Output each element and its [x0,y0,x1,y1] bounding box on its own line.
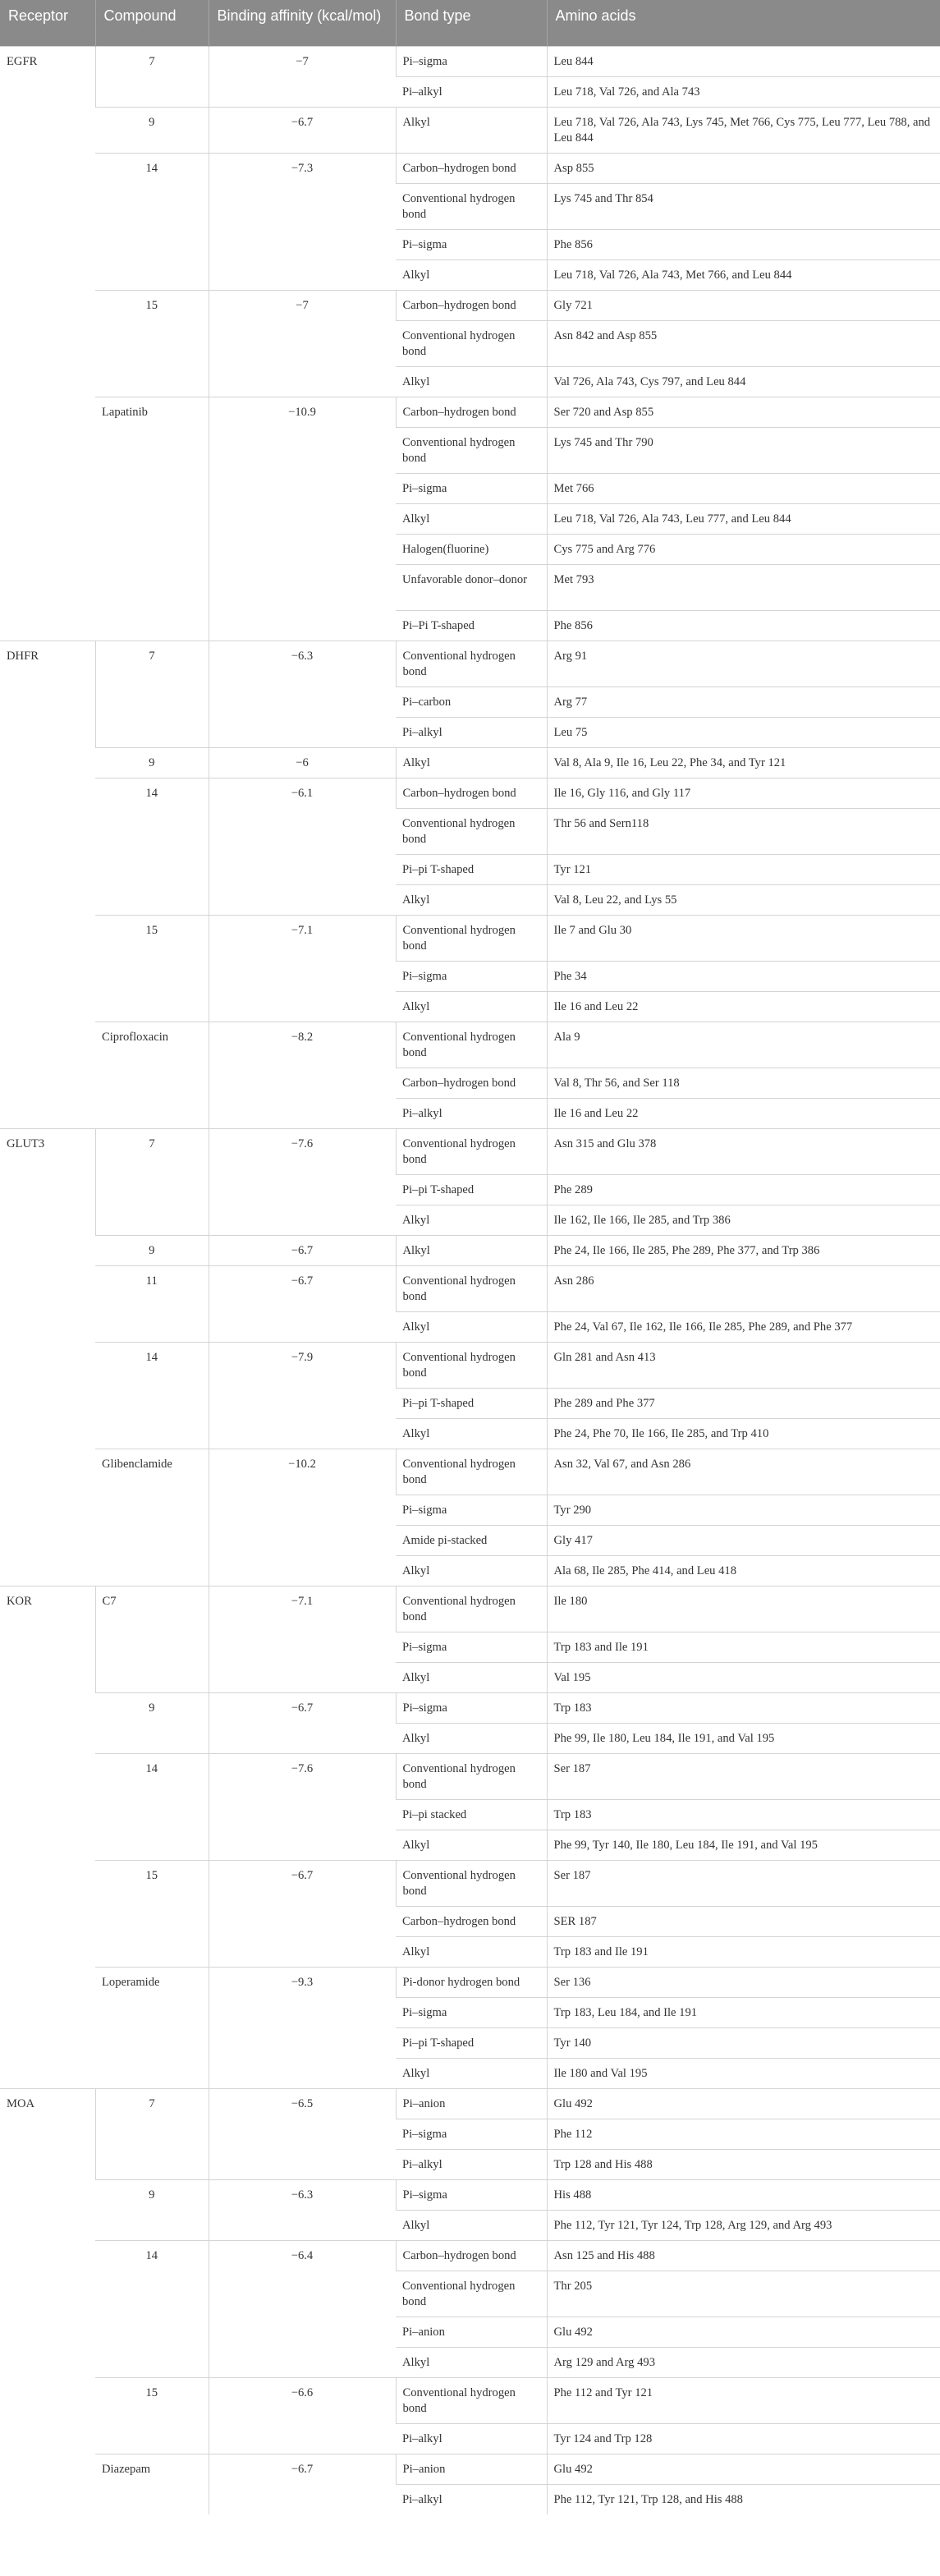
table-row [0,290,940,320]
receptor-cell: DHFR [0,641,95,1128]
bond-type-cell: Pi–Pi T-shaped [396,610,547,641]
compound-cell: 14 [95,1753,209,1860]
bond-type-cell: Conventional hydrogen bond [396,1022,547,1068]
binding-affinity-cell: −6.6 [209,2377,396,2454]
compound-cell: 7 [95,46,209,107]
amino-acids-cell: Ile 180 and Val 195 [547,2058,940,2088]
binding-affinity-cell: −6.3 [209,2179,396,2240]
amino-acids-cell: Trp 183, Leu 184, and Ile 191 [547,1997,940,2027]
amino-acids-cell: Val 726, Ala 743, Cys 797, and Leu 844 [547,366,940,397]
binding-affinity-cell: −6 [209,747,396,778]
bond-type-cell: Pi–pi T-shaped [396,854,547,884]
compound-cell: 7 [95,641,209,747]
compound-cell: 9 [95,1235,209,1265]
table-body [0,46,940,2514]
amino-acids-cell: Asn 125 and His 488 [547,2240,940,2271]
bond-type-cell: Pi-donor hydrogen bond [396,1967,547,1997]
bond-type-cell: Alkyl [396,1311,547,1342]
amino-acids-cell: Gly 721 [547,290,940,320]
table-row [0,2088,940,2119]
amino-acids-cell: Val 8, Thr 56, and Ser 118 [547,1068,940,1098]
bond-type-cell: Conventional hydrogen bond [396,427,547,473]
table-row [0,1022,940,1068]
table-row [0,641,940,686]
compound-cell: 9 [95,107,209,153]
table-row [0,747,940,778]
amino-acids-cell: Phe 24, Phe 70, Ile 166, Ile 285, and Trp 410 [547,1418,940,1449]
amino-acids-cell: Phe 289 [547,1174,940,1205]
bond-type-cell: Conventional hydrogen bond [396,2377,547,2423]
amino-acids-cell: His 488 [547,2179,940,2210]
header-compound: Compound [95,0,209,46]
table-row [0,915,940,961]
binding-affinity-cell: −6.3 [209,641,396,747]
bond-type-cell: Carbon–hydrogen bond [396,290,547,320]
bond-type-cell: Pi–anion [396,2088,547,2119]
compound-cell: 14 [95,778,209,915]
bond-type-cell: Alkyl [396,1235,547,1265]
bond-type-cell: Pi–pi T-shaped [396,1388,547,1418]
bond-type-cell: Pi–alkyl [396,2423,547,2454]
table-row [0,1235,940,1265]
compound-cell: 15 [95,915,209,1022]
binding-affinity-cell: −6.7 [209,1235,396,1265]
table-row [0,2454,940,2484]
bond-type-cell: Carbon–hydrogen bond [396,1906,547,1936]
bond-type-cell: Pi–sigma [396,2179,547,2210]
amino-acids-cell: Gln 281 and Asn 413 [547,1342,940,1388]
bond-type-cell: Conventional hydrogen bond [396,915,547,961]
bond-type-cell: Conventional hydrogen bond [396,641,547,686]
bond-type-cell: Conventional hydrogen bond [396,1128,547,1174]
binding-affinity-cell: −6.7 [209,107,396,153]
table-row [0,1586,940,1632]
binding-affinity-cell: −8.2 [209,1022,396,1128]
bond-type-cell: Pi–pi T-shaped [396,2027,547,2058]
compound-cell: Glibenclamide [95,1449,209,1586]
amino-acids-cell: Asn 32, Val 67, and Asn 286 [547,1449,940,1495]
compound-cell: Loperamide [95,1967,209,2088]
table-row [0,2240,940,2271]
compound-cell: 9 [95,2179,209,2240]
compound-cell: 9 [95,747,209,778]
bond-type-cell: Conventional hydrogen bond [396,1753,547,1799]
bond-type-cell: Conventional hydrogen bond [396,1586,547,1632]
header-amino-acids: Amino acids [547,0,940,46]
bond-type-cell: Conventional hydrogen bond [396,1449,547,1495]
bond-type-cell: Conventional hydrogen bond [396,1342,547,1388]
amino-acids-cell: Glu 492 [547,2317,940,2347]
bond-type-cell: Conventional hydrogen bond [396,183,547,229]
bond-type-cell: Halogen(fluorine) [396,534,547,564]
amino-acids-cell: Asn 842 and Asp 855 [547,320,940,366]
amino-acids-cell: Phe 112, Tyr 121, Tyr 124, Trp 128, Arg 129, and Arg 493 [547,2210,940,2240]
bond-type-cell: Alkyl [396,1830,547,1860]
compound-cell: Diazepam [95,2454,209,2514]
amino-acids-cell: Phe 112 and Tyr 121 [547,2377,940,2423]
table-row [0,1342,940,1388]
amino-acids-cell: Trp 183 and Ile 191 [547,1632,940,1662]
bond-type-cell: Pi–anion [396,2454,547,2484]
amino-acids-cell: Tyr 121 [547,854,940,884]
bond-type-cell: Carbon–hydrogen bond [396,2240,547,2271]
bond-type-cell: Alkyl [396,259,547,290]
amino-acids-cell: Asn 315 and Glu 378 [547,1128,940,1174]
bond-type-cell: Pi–carbon [396,686,547,717]
amino-acids-cell: Ile 16, Gly 116, and Gly 117 [547,778,940,808]
bond-type-cell: Pi–alkyl [396,717,547,747]
amino-acids-cell: Phe 856 [547,610,940,641]
header-receptor: Receptor [0,0,95,46]
bond-type-cell: Pi–pi T-shaped [396,1174,547,1205]
amino-acids-cell: Arg 129 and Arg 493 [547,2347,940,2377]
receptor-cell: KOR [0,1586,95,2088]
binding-affinity-cell: −10.2 [209,1449,396,1586]
bond-type-cell: Pi–sigma [396,961,547,991]
amino-acids-cell: Asn 286 [547,1265,940,1311]
bond-type-cell: Pi–sigma [396,1997,547,2027]
amino-acids-cell: Val 195 [547,1662,940,1692]
amino-acids-cell: Phe 112, Tyr 121, Trp 128, and His 488 [547,2484,940,2514]
bond-type-cell: Alkyl [396,884,547,915]
binding-affinity-cell: −7.6 [209,1128,396,1235]
bond-type-cell: Conventional hydrogen bond [396,1860,547,1906]
amino-acids-cell: Thr 205 [547,2271,940,2317]
bond-type-cell: Conventional hydrogen bond [396,1265,547,1311]
compound-cell: 7 [95,1128,209,1235]
amino-acids-cell: Phe 99, Tyr 140, Ile 180, Leu 184, Ile 191, and Val 195 [547,1830,940,1860]
amino-acids-cell: Tyr 290 [547,1495,940,1525]
amino-acids-cell: Leu 844 [547,46,940,76]
amino-acids-cell: Phe 24, Ile 166, Ile 285, Phe 289, Phe 377, and Trp 386 [547,1235,940,1265]
amino-acids-cell: Ile 16 and Leu 22 [547,991,940,1022]
amino-acids-cell: Val 8, Leu 22, and Lys 55 [547,884,940,915]
bond-type-cell: Conventional hydrogen bond [396,320,547,366]
compound-cell: 9 [95,1692,209,1753]
bond-type-cell: Carbon–hydrogen bond [396,1068,547,1098]
receptor-cell: EGFR [0,46,95,641]
bond-type-cell: Alkyl [396,1936,547,1967]
amino-acids-cell: Ile 180 [547,1586,940,1632]
receptor-cell: MOA [0,2088,95,2514]
header-bond-type: Bond type [396,0,547,46]
amino-acids-cell: Gly 417 [547,1525,940,1555]
amino-acids-cell: Glu 492 [547,2088,940,2119]
table-row [0,46,940,76]
bond-type-cell: Pi–sigma [396,2119,547,2149]
bond-type-cell: Unfavorable donor–donor [396,564,547,610]
amino-acids-cell: Ser 187 [547,1860,940,1906]
bond-type-cell: Pi–pi stacked [396,1799,547,1830]
bond-type-cell: Alkyl [396,1662,547,1692]
bond-type-cell: Alkyl [396,366,547,397]
compound-cell: C7 [95,1586,209,1692]
amino-acids-cell: Tyr 124 and Trp 128 [547,2423,940,2454]
binding-affinity-cell: −6.7 [209,2454,396,2514]
bond-type-cell: Pi–sigma [396,1632,547,1662]
bond-type-cell: Alkyl [396,107,547,153]
table-row [0,1860,940,1906]
binding-affinity-cell: −10.9 [209,397,396,641]
compound-cell: 14 [95,2240,209,2377]
amino-acids-cell: Tyr 140 [547,2027,940,2058]
binding-affinity-cell: −7 [209,46,396,107]
bond-type-cell: Alkyl [396,2058,547,2088]
bond-type-cell: Pi–sigma [396,1692,547,1723]
bond-type-cell: Carbon–hydrogen bond [396,153,547,183]
table-row [0,1692,940,1723]
amino-acids-cell: Asp 855 [547,153,940,183]
bond-type-cell: Conventional hydrogen bond [396,2271,547,2317]
binding-affinity-cell: −7.9 [209,1342,396,1449]
table-row [0,397,940,427]
amino-acids-cell: Trp 183 and Ile 191 [547,1936,940,1967]
amino-acids-cell: Arg 91 [547,641,940,686]
amino-acids-cell: Arg 77 [547,686,940,717]
bond-type-cell: Carbon–hydrogen bond [396,778,547,808]
compound-cell: 11 [95,1265,209,1342]
amino-acids-cell: Ile 162, Ile 166, Ile 285, and Trp 386 [547,1205,940,1235]
amino-acids-cell: Glu 492 [547,2454,940,2484]
binding-affinity-cell: −6.7 [209,1265,396,1342]
amino-acids-cell: Ile 16 and Leu 22 [547,1098,940,1128]
table-row [0,1753,940,1799]
table-row [0,1265,940,1311]
amino-acids-cell: Phe 99, Ile 180, Leu 184, Ile 191, and Val 195 [547,1723,940,1753]
bond-type-cell: Alkyl [396,2347,547,2377]
compound-cell: 14 [95,153,209,290]
bond-type-cell: Pi–sigma [396,46,547,76]
compound-cell: 15 [95,1860,209,1967]
amino-acids-cell: Thr 56 and Sern118 [547,808,940,854]
compound-cell: Lapatinib [95,397,209,641]
table-row [0,778,940,808]
header-binding-affinity: Binding affinity (kcal/mol) [209,0,396,46]
binding-affinity-cell: −7.1 [209,1586,396,1692]
bond-type-cell: Amide pi-stacked [396,1525,547,1555]
amino-acids-cell: Met 766 [547,473,940,503]
bond-type-cell: Pi–anion [396,2317,547,2347]
bond-type-cell: Alkyl [396,1205,547,1235]
amino-acids-cell: Phe 24, Val 67, Ile 162, Ile 166, Ile 285, Phe 289, and Phe 377 [547,1311,940,1342]
amino-acids-cell: Met 793 [547,564,940,610]
bond-type-cell: Pi–alkyl [396,76,547,107]
amino-acids-cell: Cys 775 and Arg 776 [547,534,940,564]
binding-affinity-cell: −7.6 [209,1753,396,1860]
amino-acids-cell: Ser 187 [547,1753,940,1799]
amino-acids-cell: Ser 720 and Asp 855 [547,397,940,427]
amino-acids-cell: Ile 7 and Glu 30 [547,915,940,961]
table-row [0,1967,940,1997]
bond-type-cell: Pi–alkyl [396,2149,547,2179]
binding-affinity-cell: −6.7 [209,1692,396,1753]
amino-acids-cell: Leu 75 [547,717,940,747]
amino-acids-cell: SER 187 [547,1906,940,1936]
bond-type-cell: Pi–alkyl [396,1098,547,1128]
amino-acids-cell: Lys 745 and Thr 854 [547,183,940,229]
amino-acids-cell: Leu 718, Val 726, Ala 743, Leu 777, and Leu 844 [547,503,940,534]
amino-acids-cell: Ser 136 [547,1967,940,1997]
amino-acids-cell: Ala 68, Ile 285, Phe 414, and Leu 418 [547,1555,940,1586]
compound-cell: Ciprofloxacin [95,1022,209,1128]
binding-affinity-cell: −6.1 [209,778,396,915]
bond-type-cell: Alkyl [396,747,547,778]
amino-acids-cell: Trp 183 [547,1692,940,1723]
amino-acids-cell: Leu 718, Val 726, Ala 743, Met 766, and Leu 844 [547,259,940,290]
binding-affinity-cell: −9.3 [209,1967,396,2088]
table-row [0,2377,940,2423]
table-row [0,107,940,153]
table-row [0,153,940,183]
compound-cell: 15 [95,290,209,397]
amino-acids-cell: Phe 289 and Phe 377 [547,1388,940,1418]
amino-acids-cell: Phe 34 [547,961,940,991]
compound-cell: 14 [95,1342,209,1449]
bond-type-cell: Alkyl [396,1723,547,1753]
bond-type-cell: Alkyl [396,1555,547,1586]
amino-acids-cell: Ala 9 [547,1022,940,1068]
amino-acids-cell: Phe 856 [547,229,940,259]
bond-type-cell: Pi–alkyl [396,2484,547,2514]
receptor-cell: GLUT3 [0,1128,95,1586]
compound-cell: 7 [95,2088,209,2179]
bond-type-cell: Pi–sigma [396,1495,547,1525]
bond-type-cell: Alkyl [396,2210,547,2240]
amino-acids-cell: Val 8, Ala 9, Ile 16, Leu 22, Phe 34, and Tyr 121 [547,747,940,778]
binding-affinity-cell: −7.3 [209,153,396,290]
bond-type-cell: Alkyl [396,991,547,1022]
table-row [0,2179,940,2210]
table-row [0,1128,940,1174]
amino-acids-cell: Phe 112 [547,2119,940,2149]
compound-cell: 15 [95,2377,209,2454]
amino-acids-cell: Leu 718, Val 726, Ala 743, Lys 745, Met 766, Cys 775, Leu 777, Leu 788, and Leu 844 [547,107,940,153]
binding-affinity-cell: −7.1 [209,915,396,1022]
table-row [0,1449,940,1495]
binding-affinity-cell: −6.7 [209,1860,396,1967]
binding-affinity-cell: −6.4 [209,2240,396,2377]
amino-acids-cell: Leu 718, Val 726, and Ala 743 [547,76,940,107]
amino-acids-cell: Trp 128 and His 488 [547,2149,940,2179]
bond-type-cell: Alkyl [396,1418,547,1449]
amino-acids-cell: Trp 183 [547,1799,940,1830]
bond-type-cell: Conventional hydrogen bond [396,808,547,854]
bond-type-cell: Pi–sigma [396,229,547,259]
bond-type-cell: Pi–sigma [396,473,547,503]
bond-type-cell: Carbon–hydrogen bond [396,397,547,427]
binding-affinity-cell: −7 [209,290,396,397]
header-row [0,0,940,46]
amino-acids-cell: Lys 745 and Thr 790 [547,427,940,473]
bond-type-cell: Alkyl [396,503,547,534]
binding-affinity-cell: −6.5 [209,2088,396,2179]
